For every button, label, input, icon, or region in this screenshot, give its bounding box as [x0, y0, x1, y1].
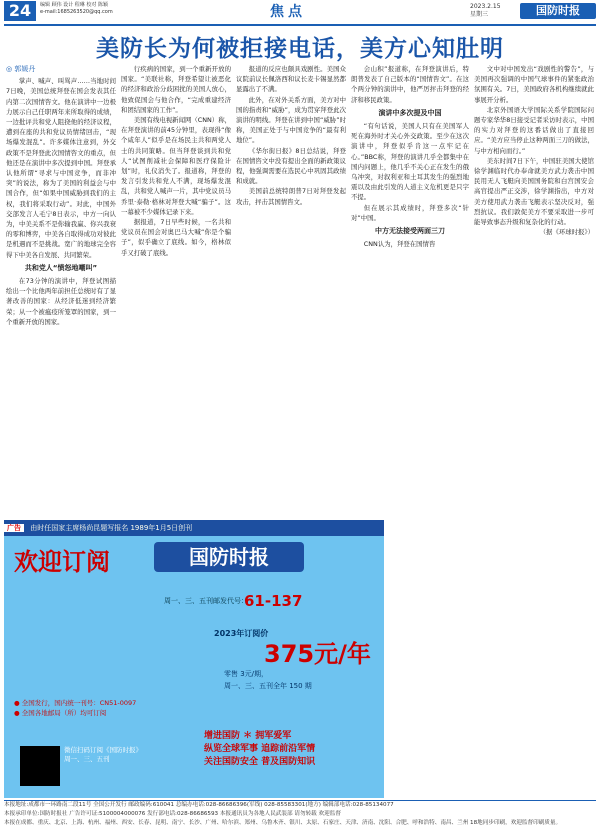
subscribe-line: 周一、三、五刊 [64, 755, 110, 763]
paragraph: 美国前总统特朗普7日对拜登发起攻击，抨击其国情咨文。 [236, 187, 346, 206]
paragraph: 但在展示其成绩时，拜登多次“针对”中国。 [351, 203, 469, 222]
distribution-line: ● 全国发行，国内统一刊号：CN51-0097 [14, 699, 137, 707]
paragraph: 美东时间7日下午，中国驻美国大使馆徐学渊临时代办奉命就美方武力袭击中国民用无人飞艇向美国国务院和白宫国安会高官提出严正交涉，徐学渊指出，中方对美方使用武力袭击飞艇表示坚决反对，强烈抗议。我们敦促美方不要采取进一步可能导致事态升级和复杂化的行动。 [474, 156, 594, 227]
paragraph: 北京外国语大学国际关系学院国际问题专家华华8日接受记者采访时表示，中国的实力对拜登的这番话做出了直接回应。“美方应当停止这种两面三刀的做法，与中方相向而行。” [474, 105, 594, 155]
subscribe-line: 微信扫码订阅《国防时报》 [64, 746, 142, 754]
issues-note: 周一、三、五刊全年 150 期 [224, 682, 312, 690]
article-column-1 [6, 64, 116, 516]
retail-note: 零售 3元/期， [224, 670, 269, 678]
paragraph: 据报道，7日早些时候，一名共和党议员在国会对奥巴马大喊“你是个骗子”，似乎确立了底线。如今，格林似乎又打破了底线。 [121, 218, 231, 257]
subheading: 中方无法接受两面三刀 [375, 227, 445, 236]
page-header [0, 0, 600, 26]
motto-line: 关注国防安全 普及国防知识 [204, 757, 316, 767]
paragraph: 此外，在对外关系方面，美方对中国的指责和“威胁”，成为贯穿拜登此次演讲的明线。拜登在讲到中国“威胁”时称，美国正处于与中国竞争的“最有利地位”。 [236, 95, 346, 145]
issue-date [470, 3, 501, 19]
paragraph: 美国有线电视新闻网（CNN）称，在拜登演讲的前45分钟里，表现得“像个咸年人”似乎是在场民主共和两党人士的共同策略。但当拜登谈到共和党人“试图削减社会保障和医疗保险计划”时，礼仪消失了。报道称，拜登的发言引发共和党人不满，现场爆发混乱，共和党人喊声一片，其中党议员马乔里·泰勒·格林对拜登大喊“骗子”。这一幕被不少媒体记录下来。 [121, 116, 231, 216]
ad-banner-text: 由时任国家主席杨尚昆题写报名 1989年1月5日创刊 [30, 524, 193, 532]
editor-meta [40, 2, 113, 16]
article-column-2 [121, 64, 231, 516]
page-footer [4, 800, 596, 828]
page-number: 24 [4, 1, 36, 21]
ad-logo: 国防时报 [154, 542, 304, 572]
article-column-5 [474, 64, 594, 796]
subscription-ad [4, 520, 384, 798]
paragraph: 报道的反应也颇具戏剧性。美国众议院前议长佩洛西和议长麦卡锡显然都显露出了不满。 [236, 65, 346, 94]
source-note: （据《环球时报》） [539, 228, 594, 237]
ad-label: 广告 [4, 524, 24, 532]
price-value: 375元/年 [264, 640, 371, 668]
postal-code: 61-137 [244, 592, 303, 610]
price-note [224, 668, 312, 692]
newspaper-logo: 国防时报 [520, 3, 596, 19]
date-text: 2023.2.15 [470, 3, 501, 10]
motto-line: 增进国防 ＊ 拥军爱军 [204, 731, 292, 741]
paragraph: 文中对中国发出“戏剧性的警告”，与美国再次强调的中国气球事件的紧张政治氛围有关。7日，美国政府各机构继续就此事展开分析。 [474, 65, 594, 104]
ad-banner [4, 520, 384, 536]
subheading: 演讲中多次提及中国 [378, 108, 442, 117]
author-name: 郭媛丹 [14, 65, 36, 73]
paragraph: CNN认为，拜登在国情咨 [363, 240, 436, 249]
email-line: e-mail:1685263520@qq.com [40, 9, 113, 15]
subheading: 共和党人“愤怒地嘲叫” [24, 263, 98, 272]
ad-motto [204, 730, 315, 769]
distribution-info [14, 698, 136, 718]
page-title: 美防长为何被拒接电话，美方心知肚明 [96, 36, 504, 62]
footer-line: 本报地址:成都市一环路南二段11号 全国公开发行 邮政编码:610041 总编办电话:028-86686396(军线) 028-85583301(地方) 编辑部电话:028-85134077 [4, 802, 394, 808]
byline: ◎ 郭媛丹 [6, 65, 36, 73]
paragraph: 行疾病的国家，到一个重新开放的国家。“美联社称，拜登希望让被恶化的经济和政治分歧困扰的美国人放心，他致促国会与他合作，“完成重建经济和团结国家的工作”。 [121, 65, 231, 114]
paragraph: 会山积”报道称，在拜登演讲后，特朗普发表了自己版本的“国情咨文”。在这个两分钟的演讲中，他严厉抨击拜登的经济和移民政策。 [351, 65, 469, 104]
subscribe-info [64, 746, 142, 764]
paragraph: “有句话说，美国人只有在美国军人死在海外时才关心外交政策。至少在这次演讲中，拜登似乎肯这一点牢记在心。”BBC称，拜登的演讲几乎全都集中在国内问题上，他几乎不关心正在发生的俄乌冲突，对叙利亚和土耳其发生的强烈地震以及由此引发的人道主义危机更是只字不提。 [351, 122, 469, 202]
distribution-line: ● 全国各地邮局（所）均可订阅 [14, 709, 107, 717]
paragraph: 在73分钟的演讲中，拜登试图描绘出一个比他两年前担任总统时有了显著改善的国家：从经济低迷到经济繁荣；从一个被瘟疫所笼罩的国家，到一个重新开放的国家。 [6, 277, 116, 326]
footer-line: 本报承印单位:国防时报社 广告许可证:5100004000076 发行部电话:028-86686593 本报通讯员为各地人民武装部 请勿转载 欢迎监督 [4, 811, 341, 817]
weekday-text: 星期三 [470, 11, 489, 18]
ad-title: 欢迎订阅 [14, 548, 110, 576]
editor-line: 编辑 顾伟 设计 程琳 校对 陈颖 [40, 2, 108, 8]
paragraph: 《华尔街日报》8日总结说，拜登在国情咨文中没有提出全面的新政策议程，他强调需要在选民心中巩固其政绩和成就。 [236, 146, 346, 186]
motto-line: 纵览全球军事 追踪前沿军情 [204, 744, 316, 754]
paragraph: 掌声、喊声、叫骂声……当地时间7日晚，美国总统拜登在国会发表其任内第二次国情咨文。他在演讲中一边极力展示自己任职两年来所取得的成绩，一边批评共和党人阻挠他的经济议程，遭到在座的共和党议员情绪回击，“现场爆发混乱”。许多媒体注意到，外交政策不是拜登此次国情咨文的重点，但他还是在演讲中多次提到中国。拜登承认他所谓“寻求与中国竞争，而非冲突”的说法，称为了美国的利益会与中国合作，但“如果中国威胁到我们的主权，我们将采取行动”。对此，中国外交部发言人毛宁8日表示，中方一向认为，中美关系不是你输我赢、你兴我衰的零和博弈，中美各自取得成功对彼此是机遇而不是挑战。宽广的地球完全容得下中美各自发展、共同繁荣。 [6, 77, 116, 259]
qr-code-icon[interactable] [20, 746, 60, 786]
article-column-3 [236, 64, 346, 516]
price-label: 2023年订阅价 [214, 629, 269, 638]
header-rule [4, 24, 596, 26]
postal-code-label: 周一、三、五刊邮发代号： [164, 597, 248, 605]
section-title: 焦点 [270, 4, 306, 20]
footer-line: 本报在成都、重庆、北京、上海、杭州、福州、西安、长春、昆明、南宁、长沙、广州、哈尔滨、郑州、乌鲁木齐、银川、太原、石家庄、天津、济南、沈阳、合肥、呼和浩特、南昌、兰州 18地同步印刷，欢迎监督印刷质量。 [4, 820, 562, 826]
